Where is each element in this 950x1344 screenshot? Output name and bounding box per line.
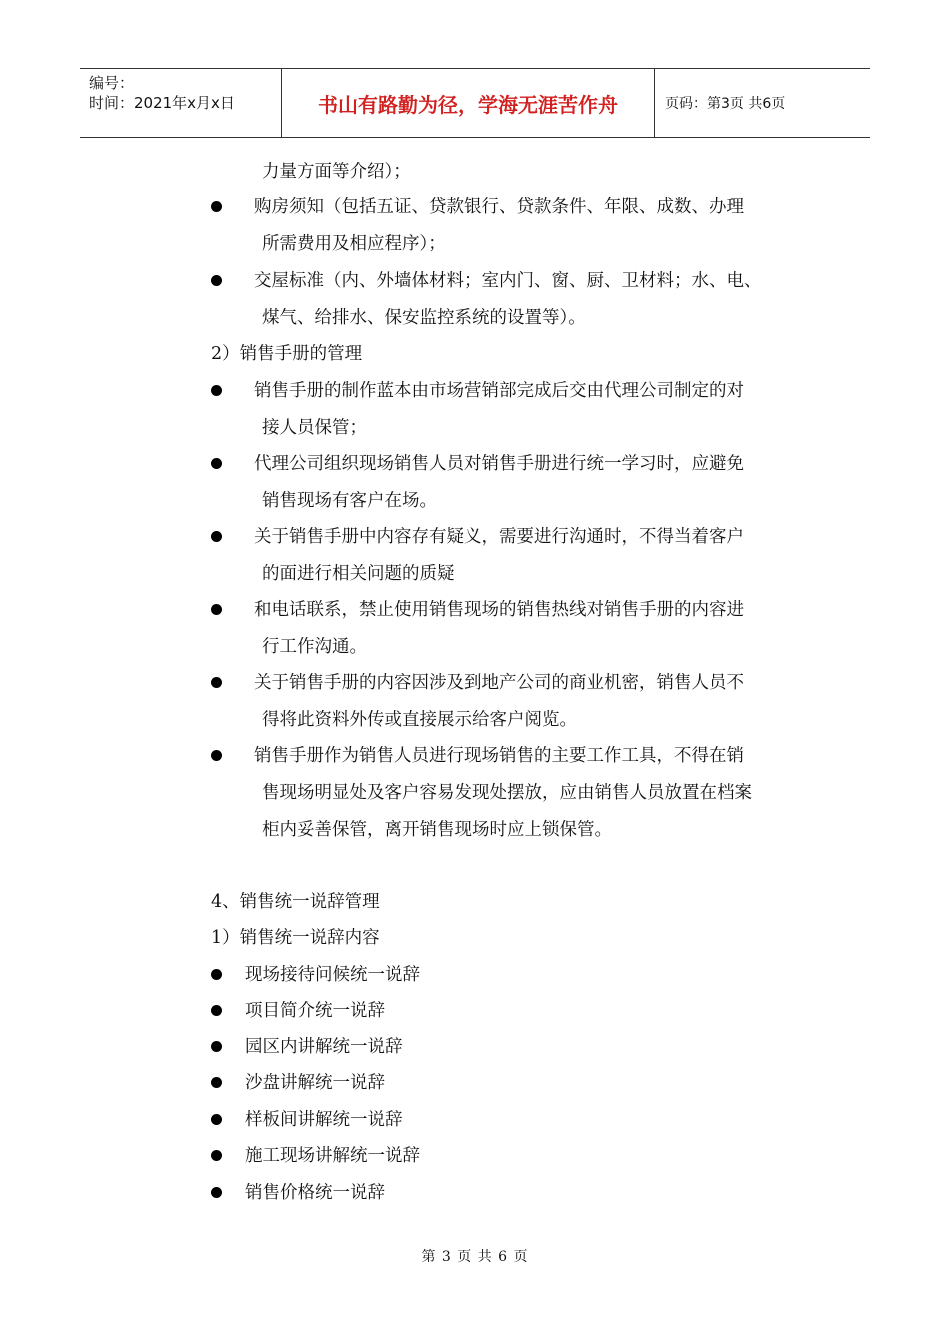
header-page-info: 页码：第3页 共6页: [665, 96, 786, 112]
list-item: 施工现场讲解统一说辞: [245, 1146, 420, 1166]
header-meta: [80, 69, 282, 137]
continued-text: 力量方面等介绍）；: [262, 162, 411, 182]
bullet-text: 购房须知（包括五证、贷款银行、贷款条件、年限、成数、办理: [254, 197, 744, 217]
bullet-icon: [211, 385, 222, 396]
bullet-text: 交屋标准（内、外墙体材料；室内门、窗、厨、卫材料；水、电、: [254, 271, 762, 291]
bullet-text-cont: 所需费用及相应程序）；: [262, 234, 446, 254]
bullet-icon: [211, 750, 222, 761]
section-heading: 4、销售统一说辞管理: [211, 892, 380, 912]
bullet-icon: [211, 1041, 222, 1052]
header-motto: 书山有路勤为径，学海无涯苦作舟: [282, 69, 655, 137]
bullet-text-cont: 行工作沟通。: [262, 637, 367, 657]
document-number-label: 编号：: [89, 74, 135, 92]
page-header: [80, 68, 870, 138]
bullet-text-cont: 接人员保管；: [262, 418, 367, 438]
list-item: 现场接待问候统一说辞: [245, 965, 420, 985]
bullet-icon: [211, 1005, 222, 1016]
bullet-text: 关于销售手册的内容因涉及到地产公司的商业机密，销售人员不: [254, 673, 744, 693]
bullet-icon: [211, 1114, 222, 1125]
bullet-text-cont: 售现场明显处及客户容易发现处摆放，应由销售人员放置在档案: [262, 783, 752, 803]
section-heading: 2）销售手册的管理: [211, 344, 363, 364]
bullet-text-cont: 的面进行相关问题的质疑: [262, 564, 455, 584]
list-item: 样板间讲解统一说辞: [245, 1110, 403, 1130]
list-item: 园区内讲解统一说辞: [245, 1037, 403, 1057]
bullet-text: 和电话联系，禁止使用销售现场的销售热线对销售手册的内容进: [254, 600, 744, 620]
bullet-text: 销售手册作为销售人员进行现场销售的主要工作工具，不得在销: [254, 746, 744, 766]
list-item: 沙盘讲解统一说辞: [245, 1073, 385, 1093]
bullet-icon: [211, 201, 222, 212]
page-footer: 第 3 页 共 6 页: [421, 1249, 529, 1265]
subsection-heading: 1）销售统一说辞内容: [211, 928, 380, 948]
bullet-text: 销售手册的制作蓝本由市场营销部完成后交由代理公司制定的对: [254, 381, 744, 401]
bullet-icon: [211, 969, 222, 980]
bullet-icon: [211, 458, 222, 469]
bullet-icon: [211, 1077, 222, 1088]
bullet-icon: [211, 1187, 222, 1198]
bullet-text-cont: 得将此资料外传或直接展示给客户阅览。: [262, 710, 577, 730]
bullet-text-cont: 柜内妥善保管，离开销售现场时应上锁保管。: [262, 820, 612, 840]
bullet-text: 代理公司组织现场销售人员对销售手册进行统一学习时，应避免: [254, 454, 744, 474]
list-item: 销售价格统一说辞: [245, 1183, 385, 1203]
bullet-icon: [211, 677, 222, 688]
bullet-icon: [211, 1150, 222, 1161]
bullet-text-cont: 销售现场有客户在场。: [262, 491, 437, 511]
bullet-text: 关于销售手册中内容存有疑义，需要进行沟通时，不得当着客户: [254, 527, 744, 547]
bullet-icon: [211, 531, 222, 542]
document-time: 时间：2021年x月x日: [89, 94, 235, 112]
bullet-icon: [211, 275, 222, 286]
bullet-icon: [211, 604, 222, 615]
list-item: 项目简介统一说辞: [245, 1001, 385, 1021]
bullet-text-cont: 煤气、给排水、保安监控系统的设置等）。: [262, 308, 586, 328]
